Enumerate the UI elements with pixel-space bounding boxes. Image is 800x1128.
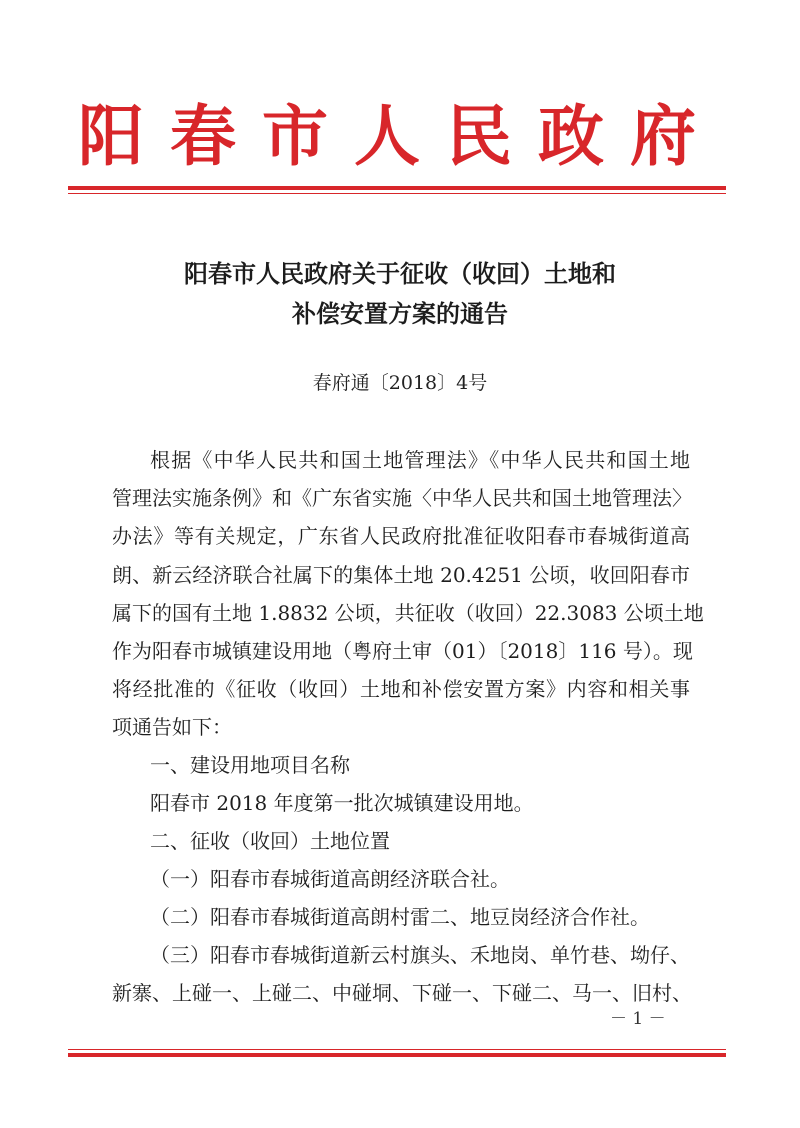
body-line: 新寨、上碰一、上碰二、中碰垌、下碰一、下碰二、马一、旧村、 — [112, 981, 692, 1005]
document-title-line2: 补偿安置方案的通告 — [292, 299, 508, 328]
body-line: 办法》等有关规定，广东省人民政府批准征收阳春市春城街道高 — [112, 524, 690, 548]
document-number: 春府通〔2018〕4号 — [312, 372, 488, 394]
body-line: 作为阳春市城镇建设用地（粤府土审（01）〔2018〕116 号）。现 — [112, 639, 693, 663]
footer-rule-thick — [68, 1053, 726, 1057]
document-title-line1: 阳春市人民政府关于征收（收回）土地和 — [184, 259, 616, 288]
masthead: 阳春市人民政府 — [78, 97, 722, 175]
body-line: 根据《中华人民共和国土地管理法》《中华人民共和国土地 — [150, 448, 690, 472]
body-line: （二）阳春市春城街道高朗村雷二、地豆岗经济合作社。 — [150, 905, 650, 929]
body-line: 阳春市 2018 年度第一批次城镇建设用地。 — [150, 791, 534, 815]
body-line: （一）阳春市春城街道高朗经济联合社。 — [150, 867, 510, 891]
body-line: 管理法实施条例》和《广东省实施〈中华人民共和国土地管理法〉 — [112, 486, 692, 510]
body-line: 项通告如下： — [112, 715, 232, 739]
footer-rule-thin — [68, 1049, 726, 1050]
masthead-rule-thick — [68, 186, 726, 190]
page-number: － 1 － — [610, 1009, 666, 1029]
masthead-rule-thin — [68, 193, 726, 194]
body-line: 属下的国有土地 1.8832 公顷，共征收（收回）22.3083 公顷土地 — [112, 601, 704, 625]
body-line: 朗、新云经济联合社属下的集体土地 20.4251 公顷，收回阳春市 — [112, 563, 690, 587]
body-line: 将经批准的《征收（收回）土地和补偿安置方案》内容和相关事 — [112, 677, 690, 701]
body-line: （三）阳春市春城街道新云村旗头、禾地岗、单竹巷、坳仔、 — [150, 943, 690, 967]
section-heading: 一、建设用地项目名称 — [150, 753, 350, 777]
section-heading: 二、征收（收回）土地位置 — [150, 829, 390, 853]
